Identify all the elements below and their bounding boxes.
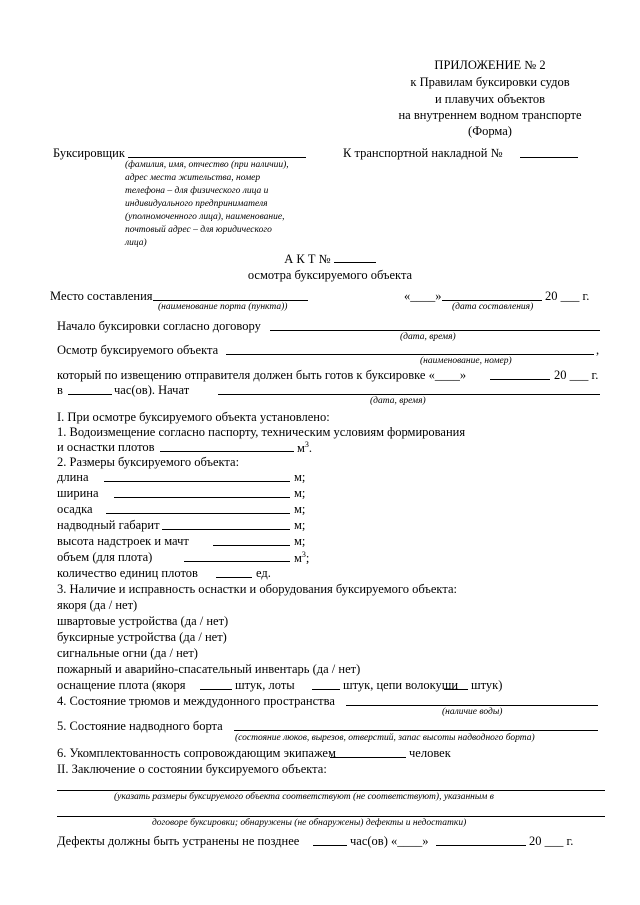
- act-subtitle: осмотра буксируемого объекта: [247, 268, 413, 282]
- equipment-row: сигнальные огни (да / нет): [57, 646, 198, 660]
- appendix-line: на внутреннем водном транспорте: [398, 108, 582, 122]
- dimension-unit: м;: [294, 502, 306, 516]
- item-5-label: 5. Состояние надводного борта: [57, 719, 223, 733]
- dimension-label: длина: [57, 470, 89, 484]
- conclusion-hint-1: (указать размеры буксируемого объекта соответствуют (не соответствуют), указанным в: [114, 792, 494, 802]
- conclusion-field-1[interactable]: [57, 790, 605, 791]
- section-2-title: II. Заключение о состоянии буксируемого объекта:: [57, 762, 327, 776]
- start-field[interactable]: [270, 330, 600, 331]
- item-3-title: 3. Наличие и исправность оснастки и оборудования буксируемого объекта:: [57, 582, 457, 596]
- dimension-label: осадка: [57, 502, 93, 516]
- conclusion-hint-2: договоре буксировки; обнаружены (не обнаружены) дефекты и недостатки): [152, 818, 467, 828]
- tug-hint-5: (уполномоченного лица), наименование,: [125, 212, 285, 222]
- crew-count-field[interactable]: [330, 757, 406, 758]
- dimension-unit: м;: [294, 486, 306, 500]
- appendix-form: (Форма): [468, 124, 512, 138]
- dimension-label: объем (для плота): [57, 550, 153, 564]
- tug-hint-1: (фамилия, имя, отчество (при наличии),: [125, 160, 289, 170]
- displacement-unit: $м^3$.: [297, 440, 313, 456]
- mast-height-field[interactable]: [213, 545, 290, 546]
- draft-field[interactable]: [106, 513, 290, 514]
- length-field[interactable]: [104, 481, 290, 482]
- place-hint: (наименование порта (пункта)): [158, 302, 288, 312]
- dimension-unit: м;: [294, 470, 306, 484]
- item-5-hint: (состояние люков, вырезов, отверстий, запас высоты надводного борта): [235, 733, 535, 743]
- waybill-number-field[interactable]: [520, 157, 578, 158]
- raft-volume-field[interactable]: [184, 561, 290, 562]
- at-prefix: в: [57, 383, 63, 397]
- ready-year: 20 ___ г.: [554, 368, 599, 382]
- raft-count-unit: ед.: [256, 566, 271, 580]
- dimension-label: высота надстроек и мачт: [57, 534, 189, 548]
- holds-condition-field[interactable]: [346, 705, 598, 706]
- place-date-day: «____»: [404, 289, 442, 303]
- appendix-line: и плавучих объектов: [434, 92, 546, 106]
- at-hours-label: час(ов). Начат: [114, 383, 190, 397]
- defects-hours-field[interactable]: [313, 845, 347, 846]
- tug-label: Буксировщик: [53, 146, 125, 160]
- raft-count-label: количество единиц плотов: [57, 566, 198, 580]
- dimension-label: ширина: [57, 486, 99, 500]
- ready-month-field[interactable]: [490, 379, 550, 380]
- tug-hint-2: адрес места жительства, номер: [125, 173, 261, 183]
- equipment-row: швартовые устройства (да / нет): [57, 614, 229, 628]
- item-4-label: 4. Состояние трюмов и междудонного пространства: [57, 694, 335, 708]
- place-date-year: 20 ___ г.: [545, 289, 590, 303]
- dimension-label: надводный габарит: [57, 518, 160, 532]
- dimension-unit: $м^3$;: [294, 550, 310, 566]
- raft-equipment-c: штук, цепи волокуши: [343, 678, 459, 692]
- at-hours-field[interactable]: [68, 394, 112, 395]
- tug-hint-6: почтовый адрес – для юридического: [125, 225, 272, 235]
- raft-equipment-d: штук): [471, 678, 503, 692]
- item-6-label: 6. Укомплектованность сопровождающим экипажем: [57, 746, 336, 760]
- raft-equipment-b: штук, лоты: [235, 678, 295, 692]
- raft-chains-field[interactable]: [444, 689, 468, 690]
- act-title: А К Т №: [240, 252, 420, 266]
- displacement-field[interactable]: [160, 451, 294, 452]
- equipment-row: пожарный и аварийно-спасательный инвентарь (да / нет): [57, 662, 361, 676]
- conclusion-field-2[interactable]: [57, 816, 605, 817]
- appendix-title: ПРИЛОЖЕНИЕ № 2: [434, 58, 546, 72]
- freeboard-condition-field[interactable]: [234, 730, 598, 731]
- dimension-unit: м;: [294, 518, 306, 532]
- place-date-hint: (дата составления): [452, 302, 534, 312]
- place-field[interactable]: [153, 300, 308, 301]
- start-hint: (дата, время): [400, 332, 456, 342]
- item-2-title: 2. Размеры буксируемого объекта:: [57, 455, 240, 469]
- start-datetime-field[interactable]: [218, 394, 600, 395]
- raft-anchors-field[interactable]: [200, 689, 232, 690]
- tug-field[interactable]: [128, 157, 306, 158]
- inspect-label: Осмотр буксируемого объекта: [57, 343, 219, 357]
- act-number-field[interactable]: [334, 252, 376, 263]
- raft-equipment-a: оснащение плота (якоря: [57, 678, 186, 692]
- place-label: Место составления: [50, 289, 153, 303]
- item-1-line2: и оснастки плотов: [57, 440, 155, 454]
- inspect-comma: ,: [596, 343, 600, 357]
- tug-hint-4: индивидуального предпринимателя: [125, 199, 268, 209]
- item-1-line1: 1. Водоизмещение согласно паспорту, техническим условиям формирования: [57, 425, 466, 439]
- defects-month-field[interactable]: [436, 845, 526, 846]
- tug-hint-3: телефона – для физического лица и: [125, 186, 269, 196]
- ready-text: который по извещению отправителя должен быть готов к буксировке «____»: [57, 368, 467, 382]
- defects-year: 20 ___ г.: [529, 834, 574, 848]
- defects-label: Дефекты должны быть устранены не позднее: [57, 834, 300, 848]
- width-field[interactable]: [114, 497, 290, 498]
- section-1-title: I. При осмотре буксируемого объекта установлено:: [57, 410, 330, 424]
- defects-hours-label: час(ов) «____»: [350, 834, 429, 848]
- appendix-line: к Правилам буксировки судов: [410, 75, 570, 89]
- inspect-field[interactable]: [226, 354, 594, 355]
- waybill-label: К транспортной накладной №: [343, 146, 503, 160]
- at-hint: (дата, время): [370, 396, 426, 406]
- start-label: Начало буксировки согласно договору: [57, 319, 261, 333]
- tug-hint-7: лица): [125, 238, 147, 248]
- place-date-month-field[interactable]: [442, 300, 542, 301]
- item-4-hint: (наличие воды): [442, 707, 503, 717]
- air-draft-field[interactable]: [162, 529, 290, 530]
- raft-leads-field[interactable]: [312, 689, 340, 690]
- equipment-row: якоря (да / нет): [57, 598, 138, 612]
- dimension-unit: м;: [294, 534, 306, 548]
- crew-unit: человек: [409, 746, 451, 760]
- raft-count-field[interactable]: [216, 577, 252, 578]
- inspect-hint: (наименование, номер): [420, 356, 512, 366]
- equipment-row: буксирные устройства (да / нет): [57, 630, 227, 644]
